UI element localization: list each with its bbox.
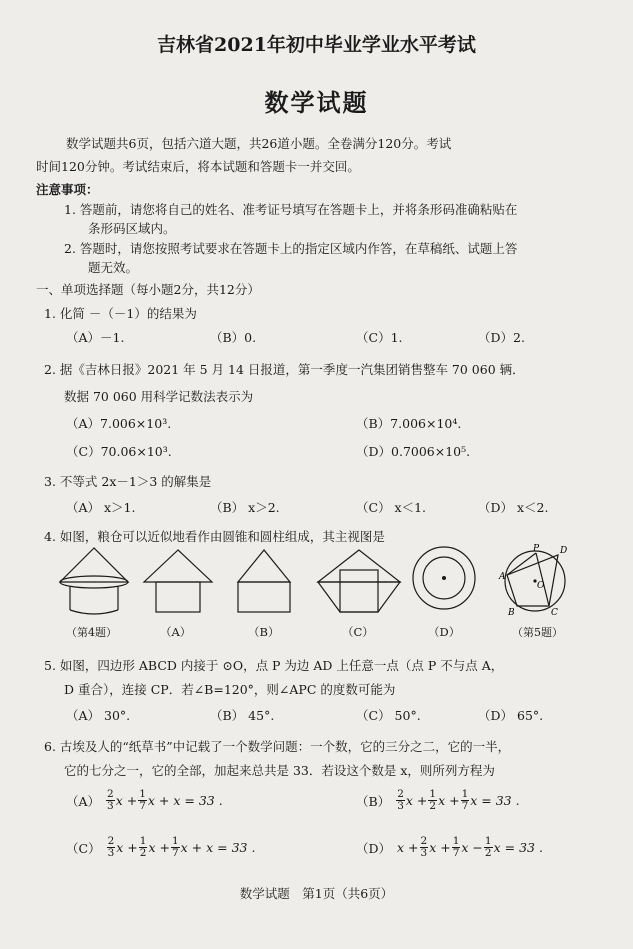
- q6-option-a: [66, 789, 223, 812]
- q3-stem: 3. 不等式 2x－1＞3 的解集是: [44, 474, 212, 489]
- frac-num: 1: [139, 788, 146, 800]
- q5-cyclic-quad-figure: [496, 540, 574, 618]
- frac-num: 1: [484, 835, 492, 847]
- frac-num: 1: [452, 835, 460, 847]
- q2-stem-line-1: 2. 据《吉林日报》2021 年 5 月 14 日报道，第一季度一汽集团销售整车 70 060 辆．: [44, 362, 525, 377]
- q5-stem-line-2: D 重合），连接 CP．若∠B=120°，则∠APC 的度数可能为: [64, 682, 396, 697]
- frac: [420, 836, 429, 859]
- q6-option-c-label: （C）: [66, 840, 101, 856]
- frac-den: 3: [107, 847, 115, 859]
- q2-option-a: （A）7.006×10³.: [66, 416, 172, 431]
- subject-title: 数学试题: [264, 88, 369, 117]
- notice-label: 注意事项：: [36, 182, 99, 197]
- q4-caption-c: （C）: [342, 625, 374, 639]
- frac-num: 2: [420, 835, 428, 847]
- q6-option-b-label: （B）: [356, 793, 391, 809]
- q5-option-b: （B） 45°.: [210, 708, 275, 723]
- q6-option-d-label: （D）: [356, 840, 392, 856]
- eq-term: x +: [405, 793, 428, 808]
- q6-option-d: [356, 836, 543, 859]
- eq-term: x + x = 33 .: [147, 793, 223, 808]
- frac-den: 3: [107, 800, 114, 812]
- q4-option-c-figure: [316, 546, 402, 618]
- q6-stem-line-1: 6. 古埃及人的“纸草书”中记载了一个数学问题：一个数，它的三分之二，它的一半，: [44, 739, 511, 754]
- q5-caption-figure: （第5题）: [512, 626, 563, 639]
- q4-option-a-figure: [140, 546, 216, 618]
- frac-den: 7: [452, 847, 460, 859]
- section-heading: 一、单项选择题（每小题2分，共12分）: [36, 282, 260, 297]
- q3-option-a: （A） x＞1.: [66, 500, 136, 515]
- fig5-label-p: P: [533, 544, 540, 554]
- q2-option-b: （B）7.006×10⁴.: [356, 416, 462, 431]
- q3-option-d: （D） x＜2.: [478, 500, 549, 515]
- q4-caption-figure: （第4题）: [66, 626, 117, 639]
- q4-option-d-figure: [410, 544, 478, 612]
- q5-option-d: （D） 65°.: [478, 708, 544, 723]
- page-footer: 数学试题 第1页（共6页）: [239, 886, 394, 901]
- eq-term: x +: [115, 793, 138, 808]
- q1-option-b: （B）0.: [210, 330, 257, 345]
- q5-stem-line-1: 5. 如图，四边形 ABCD 内接于 ⊙O，点 P 为边 AD 上任意一点（点 P 不与点 A，: [44, 658, 504, 673]
- q2-option-d: （D）0.7006×10⁵.: [356, 444, 471, 459]
- frac: [452, 836, 461, 859]
- notice-item-1-line-1: 1. 答题前，请您将自己的姓名、准考证号填写在答题卡上，并将条形码准确粘贴在: [64, 202, 518, 217]
- fig5-label-d: D: [560, 546, 568, 556]
- frac-num: 2: [107, 788, 114, 800]
- frac-den: 3: [420, 847, 428, 859]
- fig5-label-o: O: [537, 581, 545, 591]
- frac-den: 2: [429, 800, 437, 812]
- frac: [461, 789, 470, 812]
- q3-option-b: （B） x＞2.: [210, 500, 280, 515]
- exam-title: 吉林省2021年初中毕业学业水平考试: [157, 34, 476, 56]
- eq-term: x +: [148, 840, 170, 855]
- frac-den: 3: [397, 800, 404, 812]
- q4-caption-a: （A）: [160, 625, 192, 639]
- frac-den: 2: [484, 847, 492, 859]
- intro-line-1: 数学试题共6页，包括六道大题，共26道小题。全卷满分120分。考试: [66, 136, 452, 151]
- q6-stem-line-2: 它的七分之一，它的全部，加起来总共是 33．若设这个数是 x，则所列方程为: [64, 763, 495, 778]
- frac: [428, 789, 437, 812]
- eq-term: x +: [397, 840, 419, 855]
- eq-term: x −: [461, 840, 483, 855]
- frac: [138, 789, 147, 812]
- frac: [106, 789, 115, 812]
- eq-term: x +: [438, 793, 460, 808]
- frac-num: 1: [429, 788, 437, 800]
- frac-den: 7: [139, 800, 146, 812]
- eq-term: x + x = 33 .: [180, 840, 256, 855]
- frac-num: 2: [107, 835, 115, 847]
- frac-den: 7: [461, 800, 469, 812]
- q1-option-a: （A）－1.: [66, 330, 125, 345]
- q2-option-c: （C）70.06×10³.: [66, 444, 172, 459]
- notice-item-2-line-2: 题无效。: [88, 260, 139, 275]
- frac: [107, 836, 116, 859]
- q6-option-c: [66, 836, 255, 859]
- fig5-label-c: C: [551, 608, 558, 618]
- fig5-label-b: B: [508, 608, 515, 618]
- q6-option-a-label: （A）: [66, 793, 101, 809]
- q5-option-c: （C） 50°.: [356, 708, 421, 723]
- frac-num: 1: [171, 835, 179, 847]
- q1-stem: 1. 化简 －（－1）的结果为: [44, 306, 197, 321]
- eq-term: x +: [116, 840, 138, 855]
- q6-option-b: [356, 789, 520, 812]
- q4-option-b-figure: [226, 546, 302, 618]
- q4-stem: 4. 如图，粮仓可以近似地看作由圆锥和圆柱组成，其主视图是: [44, 529, 385, 544]
- frac-den: 2: [139, 847, 147, 859]
- frac: [396, 789, 405, 812]
- q2-stem-line-2: 数据 70 060 用科学记数法表示为: [64, 389, 254, 404]
- q4-caption-d: （D）: [428, 625, 461, 639]
- frac-num: 1: [461, 788, 469, 800]
- fig5-label-a: A: [499, 572, 506, 582]
- frac-num: 1: [139, 835, 147, 847]
- q1-option-d: （D）2.: [478, 330, 525, 345]
- frac-num: 2: [397, 788, 404, 800]
- q5-option-a: （A） 30°.: [66, 708, 131, 723]
- eq-term: x +: [429, 840, 451, 855]
- frac-den: 7: [171, 847, 179, 859]
- frac: [139, 836, 148, 859]
- frac: [171, 836, 180, 859]
- notice-item-2-line-1: 2. 答题时，请您按照考试要求在答题卡上的指定区域内作答，在草稿纸、试题上答: [64, 241, 518, 256]
- eq-term: x = 33 .: [470, 793, 520, 808]
- intro-line-2: 时间120分钟。考试结束后，将本试题和答题卡一并交回。: [36, 159, 360, 174]
- notice-item-1-line-2: 条形码区域内。: [88, 221, 176, 236]
- frac: [484, 836, 493, 859]
- q3-option-c: （C） x＜1.: [356, 500, 427, 515]
- q4-caption-b: （B）: [248, 625, 280, 639]
- q4-granary-figure: [56, 546, 132, 618]
- q1-option-c: （C）1.: [356, 330, 403, 345]
- eq-term: x = 33 .: [493, 840, 543, 855]
